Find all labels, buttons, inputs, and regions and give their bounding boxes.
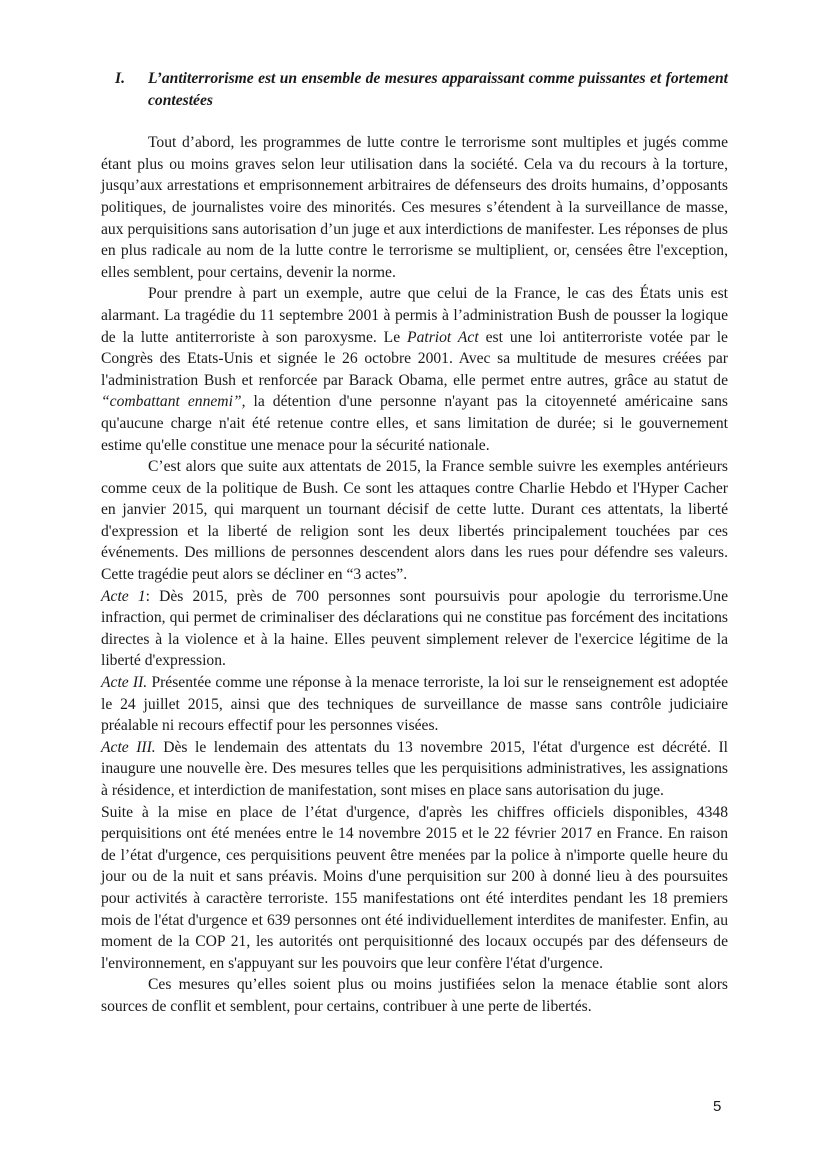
text-run: Dès le lendemain des attentats du 13 novembre 2015, l'état d'urgence est décrété. Il inaugure une nouvelle ère. Des mesures telles que les perquisitions administratives, les assignations à résidence, et interdiction de manifestation, sont mises en place sans autorisation du juge. xyxy=(101,738,729,799)
text-run: : Dès 2015, près de 700 personnes sont poursuivis pour apologie du terrorisme.Une infraction, qui permet de criminaliser des déclarations qui ne constitue pas forcément des incitations directes à la violence et à la haine. Elles peuvent simplement relever de l'exercice légitime de la liberté d'expression. xyxy=(101,587,728,670)
paragraph-conclusion: Ces mesures qu’elles soient plus ou moins justifiées selon la menace établie sont alors sources de conflit et semblent, pour certains, contribuer à une perte de libertés. xyxy=(101,976,728,1015)
section-number: I. xyxy=(115,70,125,87)
paragraph-acte-2 xyxy=(101,672,728,737)
acte-1-label: Acte 1 xyxy=(101,587,146,605)
document-page xyxy=(101,68,728,1018)
paragraph-acte-3 xyxy=(101,737,728,802)
patriot-act-term: Patriot Act xyxy=(407,328,479,346)
paragraph-intro: Tout d’abord, les programmes de lutte contre le terrorisme sont multiples et jugés comme étant plus ou moins graves selon leur utilisation dans la société. Cela va du recours à la torture, jusqu’aux arrestations et emprisonnement arbitraires de défenseurs des droits humains, d’opposants politiques, de journalistes voire des minorités. Ces mesures s’étendent à la surveillance de masse, aux perquisitions sans autorisation d’un juge et aux interdictions de manifester. Les réponses de plus en plus radicale au nom de la lutte contre le terrorisme se multiplient, or, censées être l'exception, elles semblent, pour certains, devenir la norme. xyxy=(101,134,728,281)
section-heading xyxy=(101,68,728,111)
paragraph-france-2015: C’est alors que suite aux attentats de 2015, la France semble suivre les exemples antérieurs comme ceux de la politique de Bush. Ce sont les attaques contre Charlie Hebdo et l'Hyper Cacher en janvier 2015, qui marquent un tournant décisif de cette lutte. Durant ces attentats, la liberté d'expression et la liberté de religion sont les deux libertés principalement touchées par ces événements. Des millions de personnes descendent alors dans les rues pour défendre ses valeurs. Cette tragédie peut alors se décliner en “3 actes”. xyxy=(101,458,728,584)
combattant-ennemi-term: “combattant ennemi” xyxy=(101,393,242,411)
acte-2-label: Acte II. xyxy=(101,674,148,692)
paragraph-etat-urgence-stats: Suite à la mise en place de l’état d'urgence, d'après les chiffres officiels disponibles, 4348 perquisitions ont été menées entre le 14 novembre 2015 et le 22 février 2017 en France. En raison de l’état d'urgence, ces perquisitions peuvent être menées par la police à n'importe quelle heure du jour ou de la nuit et sans préavis. Moins d'une perquisition sur 200 à donné lieu à des poursuites pour activités à caractère terroriste. 155 manifestations ont été interdites pendant les 18 premiers mois de l'état d'urgence et 639 personnes ont été individuellement interdites de manifester. Enfin, au moment de la COP 21, les autorités ont perquisitionné des locaux occupés par des défenseurs de l'environnement, en s'appuyant sur les pouvoirs que leur confère l'état d'urgence. xyxy=(101,803,728,972)
page-number: 5 xyxy=(713,1098,722,1115)
text-run: , la détention d'une personne n'ayant pas la citoyenneté américaine sans qu'aucune charge n'ait été retenue contre elles, et sans limitation de durée; si le gouvernement estime qu'elle constitue une menace pour la sécurité nationale. xyxy=(101,393,728,454)
text-run: est une loi antiterroriste votée par le Congrès des Etats-Unis et signée le 26 octobre 2001. Avec sa multitude de mesures créées par l'administration Bush et renforcée par Barack Obama, elle permet entre autres, grâce au statut de xyxy=(101,328,728,389)
acte-3-label: Acte III. xyxy=(101,738,156,756)
paragraph-usa-example xyxy=(101,283,728,456)
section-title: L’antiterrorisme est un ensemble de mesures apparaissant comme puissantes et fortement contestées xyxy=(148,70,728,109)
text-run: Présentée comme une réponse à la menace terroriste, la loi sur le renseignement est adoptée le 24 juillet 2015, ainsi que des techniques de surveillance de masse sans contrôle judiciaire préalable ni recours effectif pour les personnes visées. xyxy=(101,674,728,735)
text-run: Pour prendre à part un exemple, autre que celui de la France, le cas des États unis est alarmant. La tragédie du 11 septembre 2001 à permis à l’administration Bush de pousser la logique de la lutte antiterroriste à son paroxysme. Le xyxy=(101,285,728,346)
paragraph-acte-1 xyxy=(101,586,728,672)
